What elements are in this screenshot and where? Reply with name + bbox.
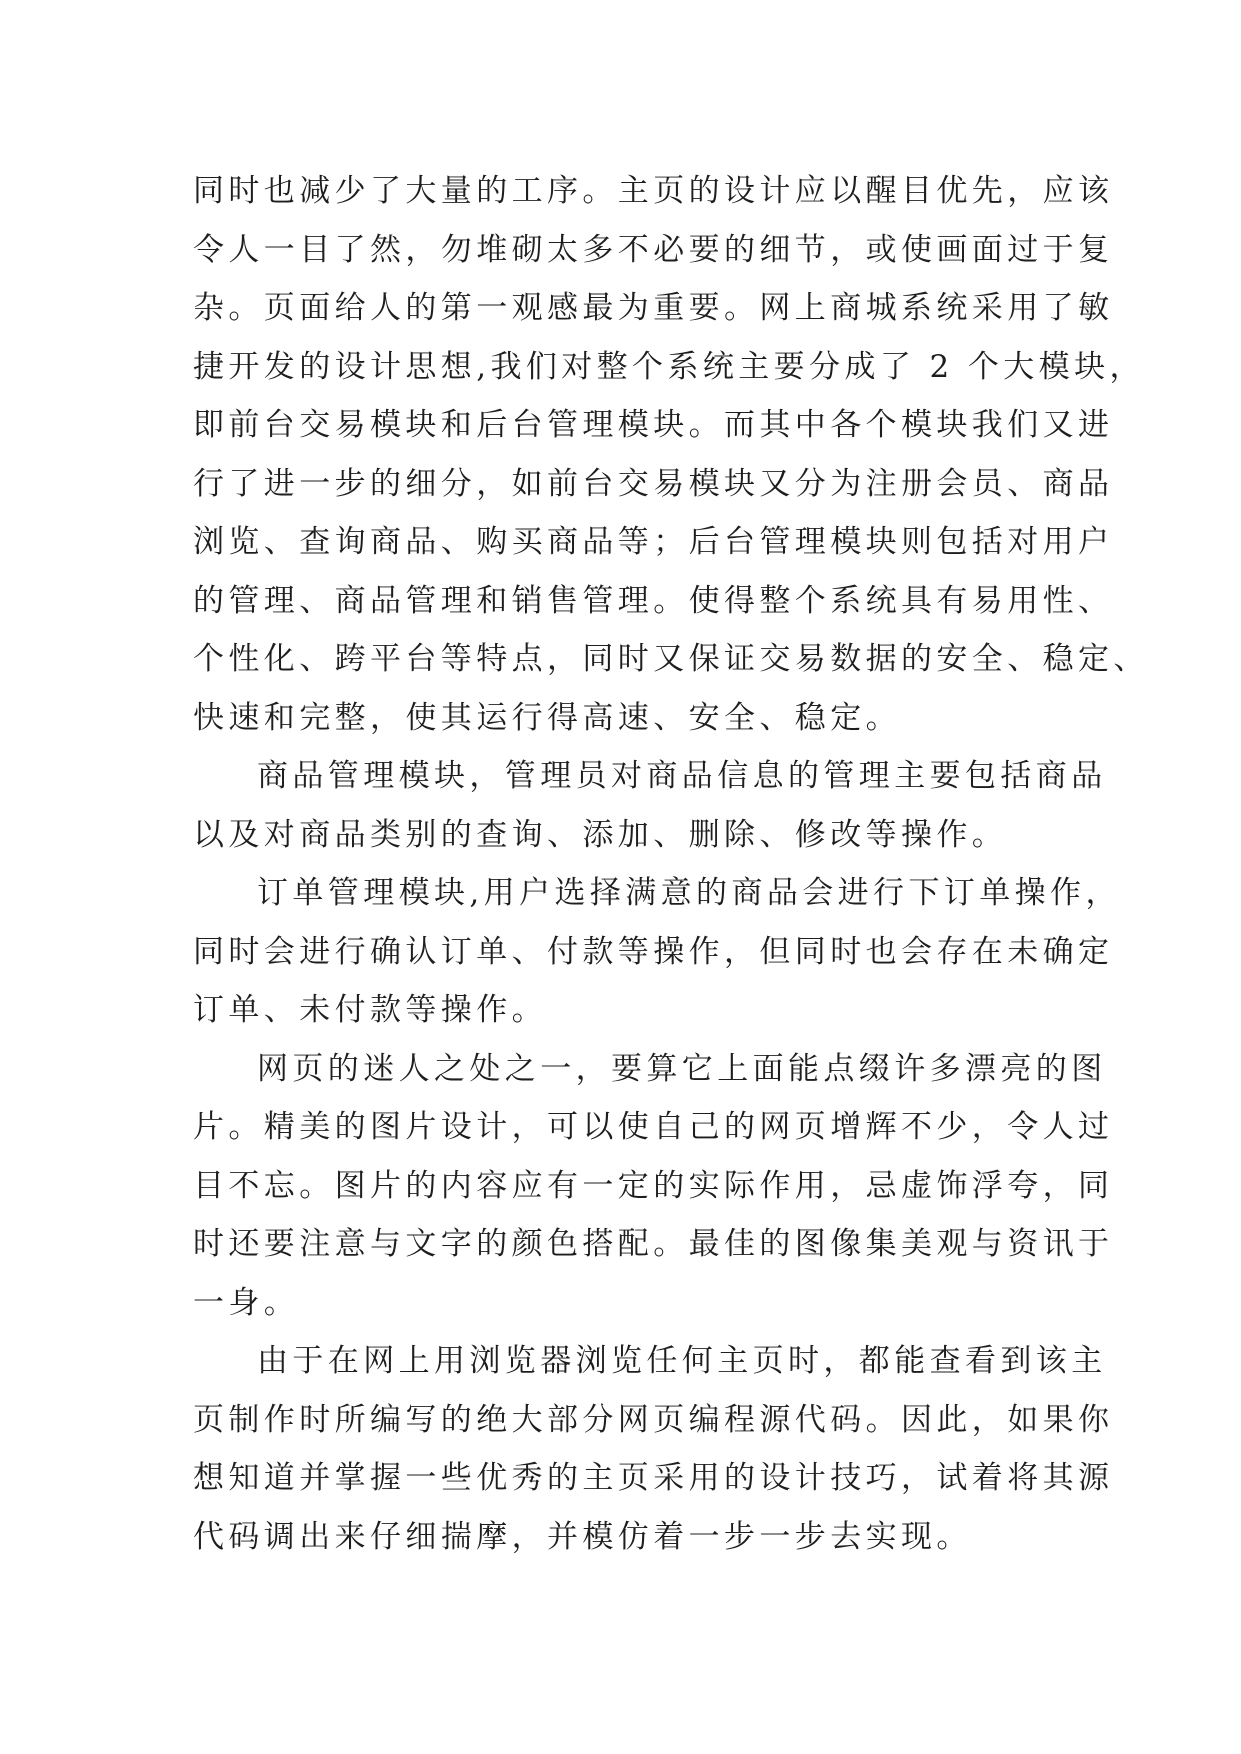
text-line: 订单、未付款等操作。: [193, 992, 547, 1028]
text-line: 订单管理模块,用户选择满意的商品会进行下订单操作，: [257, 875, 1121, 911]
paragraph-4: [193, 1040, 1114, 1333]
text-line: 一身。: [193, 1284, 300, 1321]
text-line: 想知道并掌握一些优秀的主页采用的设计技巧，试着将其源: [193, 1460, 1114, 1496]
text-line: 个性化、跨平台等特点，同时又保证交易数据的安全、稳定、: [193, 641, 1149, 677]
text-line: 商品管理模块，管理员对商品信息的管理主要包括商品: [257, 758, 1107, 794]
text-line: 由于在网上用浏览器浏览任何主页时，都能查看到该主: [257, 1343, 1107, 1379]
text-line: 捷开发的设计思想,我们对整个系统主要分成了 2 个大模块，: [193, 348, 1145, 385]
document-body: [193, 162, 1149, 1566]
paragraph-5: [193, 1332, 1114, 1566]
text-line: 即前台交易模块和后台管理模块。而其中各个模块我们又进: [193, 407, 1114, 443]
text-line: 同时会进行确认订单、付款等操作，但同时也会存在未确定: [193, 933, 1114, 970]
text-line: 代码调出来仔细揣摩，并模仿着一步一步去实现。: [193, 1518, 972, 1555]
text-line: 页制作时所编写的绝大部分网页编程源代码。因此，如果你: [193, 1401, 1114, 1438]
text-line: 网页的迷人之处之一，要算它上面能点缀许多漂亮的图: [257, 1050, 1107, 1087]
text-line: 令人一目了然，勿堆砌太多不必要的细节，或使画面过于复: [193, 231, 1114, 268]
text-line: 片。精美的图片设计，可以使自己的网页增辉不少，令人过: [193, 1109, 1114, 1145]
text-line: 浏览、查询商品、购买商品等；后台管理模块则包括对用户: [193, 524, 1114, 560]
text-line: 目不忘。图片的内容应有一定的实际作用，忌虚饰浮夸，同: [193, 1167, 1114, 1204]
paragraph-2: [193, 747, 1107, 864]
text-line: 杂。页面给人的第一观感最为重要。网上商城系统采用了敏: [193, 290, 1114, 326]
paragraph-3: [193, 864, 1121, 1040]
text-line: 同时也减少了大量的工序。主页的设计应以醒目优先，应该: [193, 173, 1114, 209]
text-line: 时还要注意与文字的颜色搭配。最佳的图像集美观与资讯于: [193, 1226, 1114, 1262]
text-line: 快速和完整，使其运行得高速、安全、稳定。: [193, 699, 901, 736]
text-line: 行了进一步的细分，如前台交易模块又分为注册会员、商品: [193, 465, 1114, 502]
paragraph-1: [193, 162, 1149, 747]
text-line: 以及对商品类别的查询、添加、删除、修改等操作。: [193, 816, 1008, 853]
text-line: 的管理、商品管理和销售管理。使得整个系统具有易用性、: [193, 582, 1114, 619]
